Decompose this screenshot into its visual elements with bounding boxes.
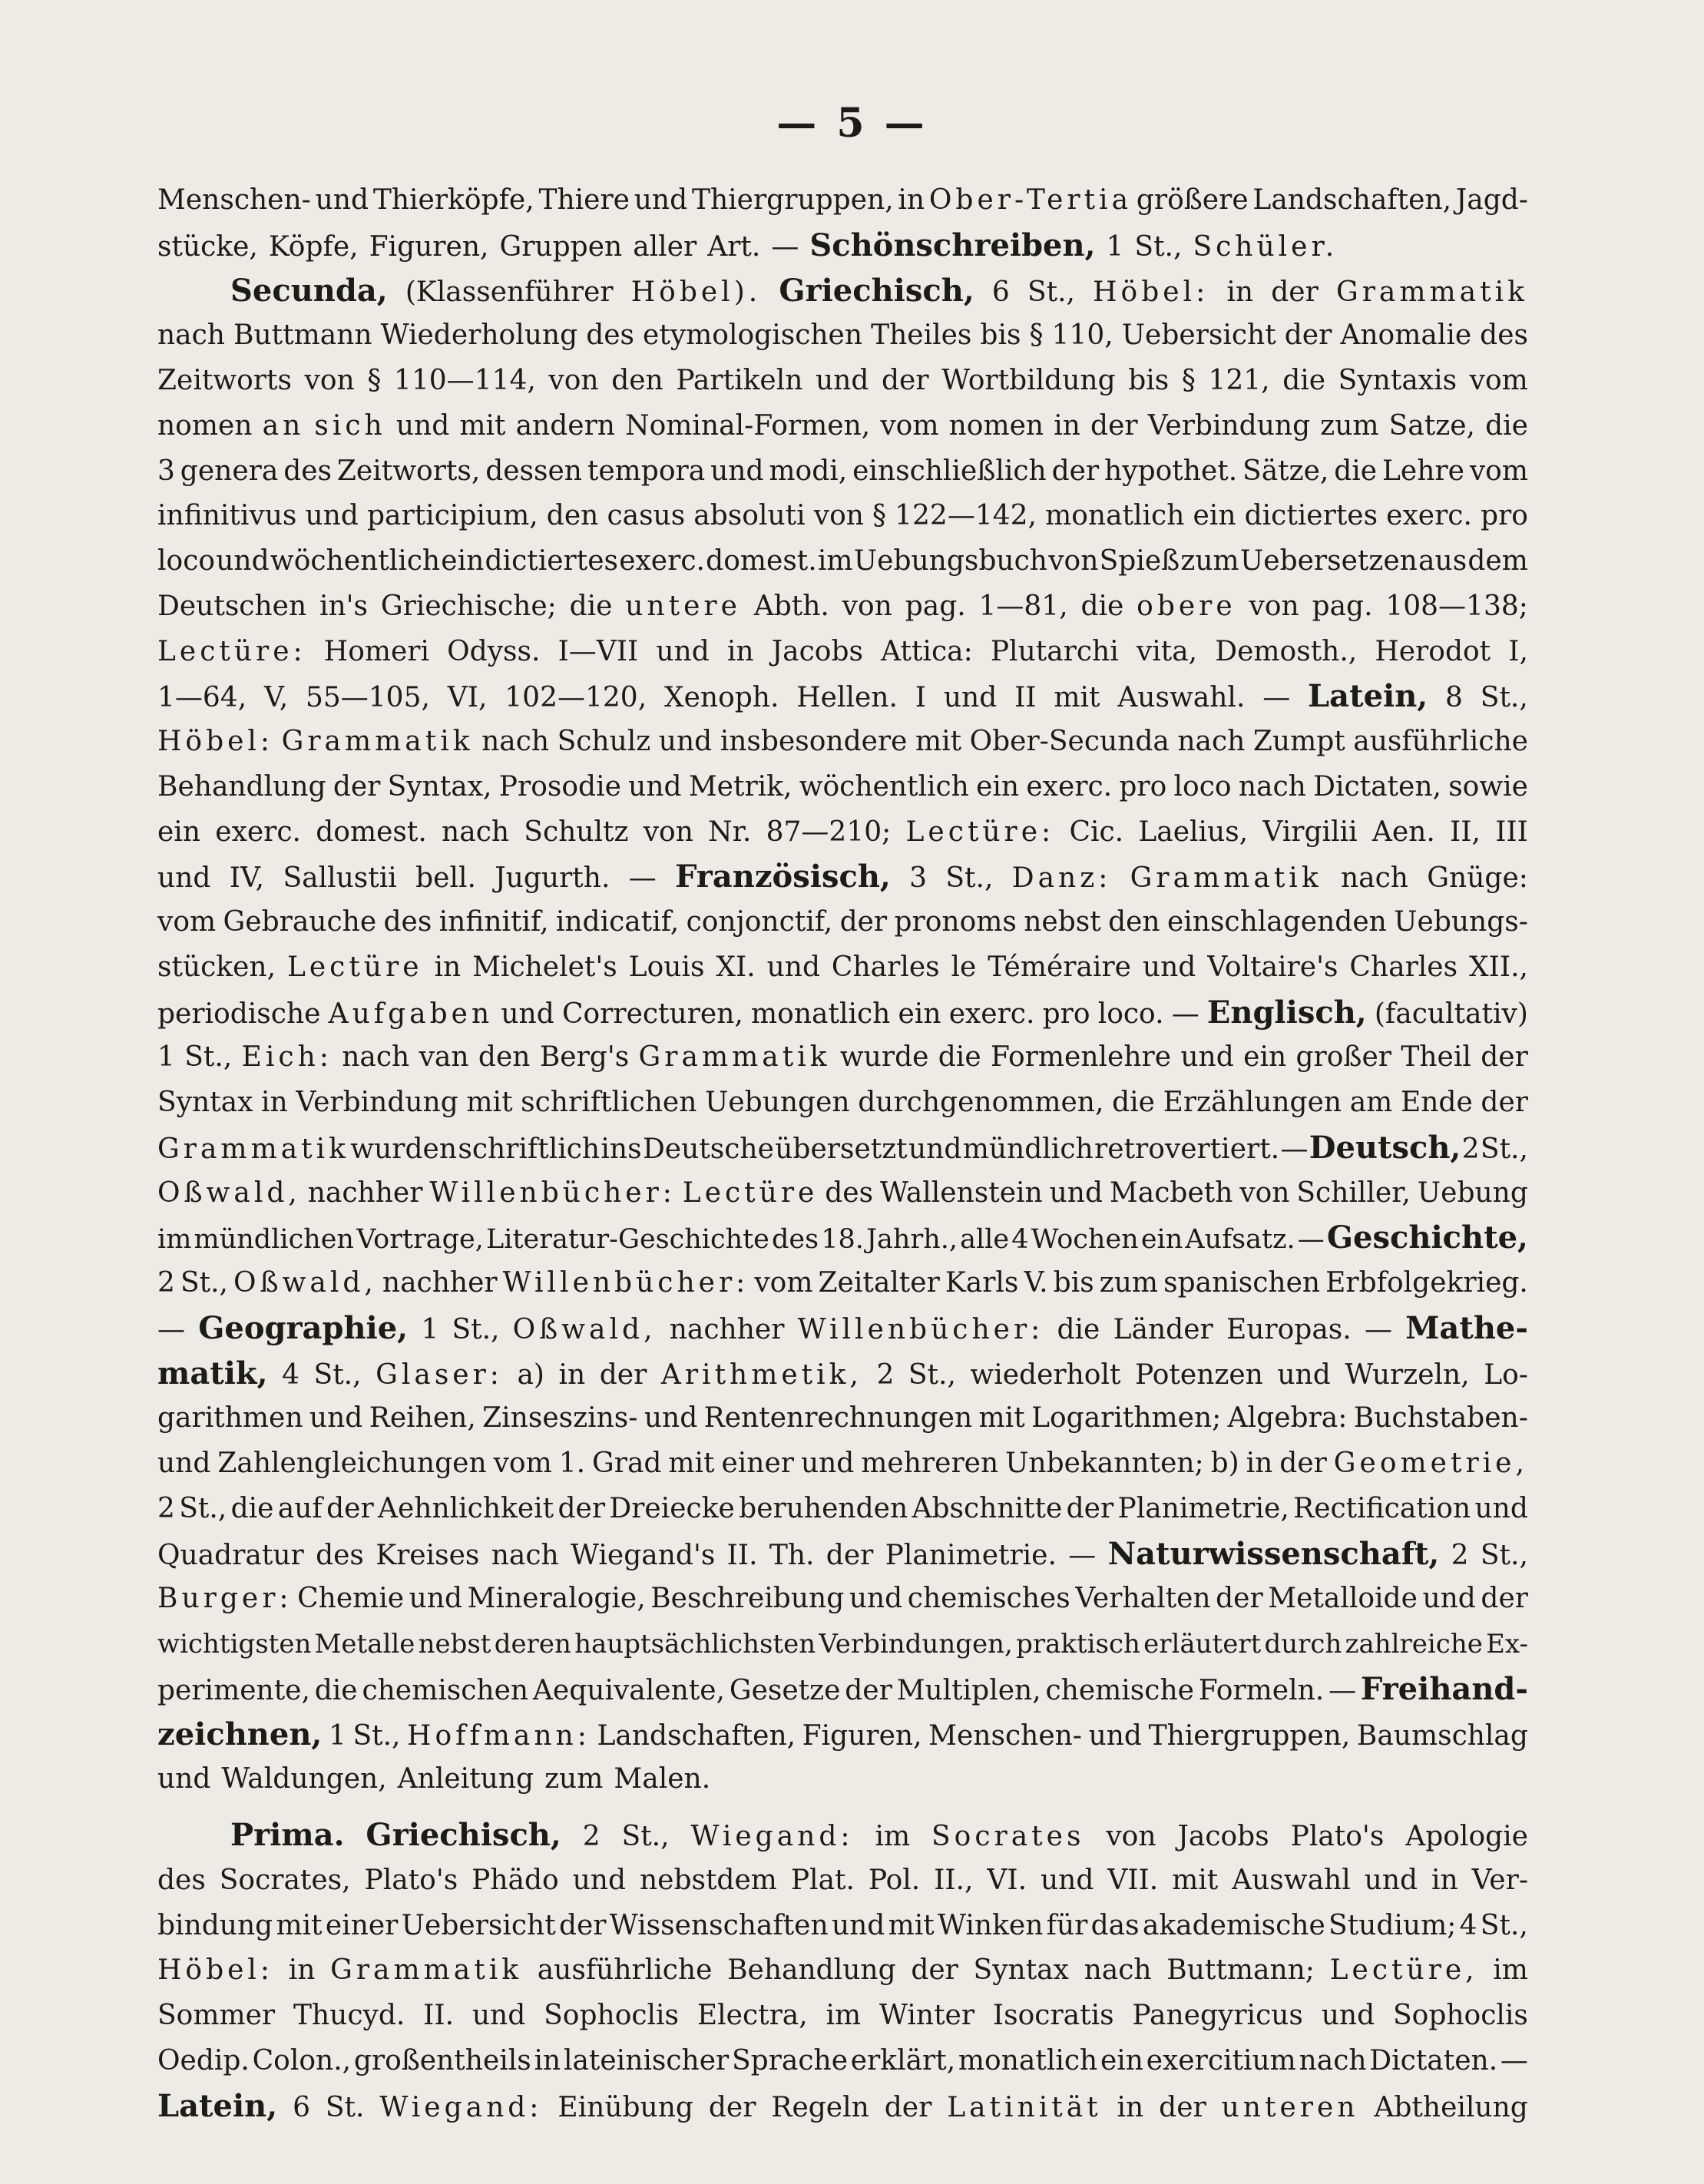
text-line: — Geographie, 1 St., Oßwald, nachher Willenbücher: die Länder Europas. — Mathe-	[157, 1309, 1528, 1346]
text-line: Oßwald, nachher Willenbücher: Lectüre des Wallenstein und Macbeth von Schiller, Uebung	[157, 1176, 1528, 1209]
text-line: matik, 4 St., Glaser: a) in der Arithmetik, 2 St., wiederholt Potenzen und Wurzeln, Lo-	[157, 1355, 1528, 1391]
text-line: Grammatik wurden schriftlich ins Deutsche übersetzt und mündlich retrovertiert. — Deutsch, 2 St.,	[157, 1129, 1528, 1166]
text-line: ein exerc. domest. nach Schultz von Nr. 87—210; Lectüre: Cic. Laelius, Virgilii Aen. II, III	[157, 816, 1528, 848]
text-line: stücken, Lectüre in Michelet's Louis XI. und Charles le Téméraire und Voltaire's Charles XII.,	[157, 951, 1528, 983]
text-line: Quadratur des Kreises nach Wiegand's II. Th. der Planimetrie. — Naturwissenschaft, 2 St.,	[157, 1535, 1528, 1572]
text-line: loco und wöchentlich ein dictiertes exerc. domest. im Uebungsbuch von Spieß zum Uebersetzen aus dem	[157, 545, 1528, 577]
text-line: nomen an sich und mit andern Nominal-Formen, vom nomen in der Verbindung zum Satze, die	[157, 409, 1528, 442]
text-line: und Zahlengleichungen vom 1. Grad mit einer und mehreren Unbekannten; b) in der Geometrie,	[157, 1448, 1528, 1479]
text-line: stücke, Köpfe, Figuren, Gruppen aller Art. — Schönschreiben, 1 St., Schüler.	[157, 227, 1338, 263]
text-line: Latein, 6 St. Wiegand: Einübung der Regeln der Latinität in der unteren Abtheilung	[157, 2087, 1528, 2124]
text-line: Behandlung der Syntax, Prosodie und Metrik, wöchentlich ein exerc. pro loco nach Dictaten, sowie	[157, 770, 1528, 802]
text-line: Sommer Thucyd. II. und Sophoclis Electra, im Winter Isocratis Panegyricus und Sophoclis	[157, 2000, 1528, 2031]
text-line: und IV, Sallustii bell. Jugurth. — Französisch, 3 St., Danz: Grammatik nach Gnüge:	[157, 859, 1528, 895]
text-line: nach Buttmann Wiederholung des etymologischen Theiles bis § 110, Uebersicht der Anomalie des	[157, 319, 1528, 352]
text-line: 3 genera des Zeitworts, dessen tempora und modi, einschließlich der hypothet. Sätze, die Lehre vom	[157, 455, 1528, 487]
text-line: und Waldungen, Anleitung zum Malen.	[157, 1763, 711, 1795]
text-line: garithmen und Reihen, Zinseszins- und Rentenrechnungen mit Logarithmen; Algebra: Buchstaben-	[157, 1402, 1528, 1434]
text-line: Menschen- und Thierköpfe, Thiere und Thiergruppen, in Ober-Tertia größere Landschaften, Jagd-	[157, 184, 1528, 216]
text-line: 2 St., die auf der Aehnlichkeit der Dreiecke beruhenden Abschnitte der Planimetrie, Rectification und	[157, 1492, 1528, 1524]
text-line: wichtigsten Metalle nebst deren hauptsächlichsten Verbindungen, praktisch erläutert durch zahlreiche Ex-	[157, 1629, 1528, 1660]
text-line: Höbel: in Grammatik ausführliche Behandlung der Syntax nach Buttmann; Lectüre, im	[157, 1954, 1528, 1987]
text-line: des Socrates, Plato's Phädo und nebstdem Plat. Pol. II., VI. und VII. mit Auswahl und in Ver-	[157, 1864, 1528, 1896]
text-line: Prima. Griechisch, 2 St., Wiegand: im Socrates von Jacobs Plato's Apologie	[230, 1817, 1528, 1853]
text-line: Oedip. Colon., großentheils in lateinischer Sprache erklärt, monatlich ein exercitium nach Dictaten. —	[157, 2044, 1528, 2076]
text-line: bindung mit einer Uebersicht der Wissenschaften und mit Winken für das akademische Studium; 4 St.,	[157, 1909, 1528, 1941]
text-line: vom Gebrauche des infinitif, indicatif, conjonctif, der pronoms nebst den einschlagenden Uebungs-	[157, 906, 1528, 938]
text-line: Burger: Chemie und Mineralogie, Beschreibung und chemisches Verhalten der Metalloide und der	[157, 1583, 1528, 1615]
text-line: periodische Aufgaben und Correcturen, monatlich ein exerc. pro loco. — Englisch, (facultativ)	[157, 994, 1528, 1031]
text-line: Secunda, (Klassenführer Höbel). Griechisch, 6 St., Höbel: in der Grammatik	[230, 272, 1528, 309]
text-line: 2 St., Oßwald, nachher Willenbücher: vom Zeitalter Karls V. bis zum spanischen Erbfolgekrieg.	[157, 1267, 1528, 1299]
text-line: 1—64, V, 55—105, VI, 102—120, Xenoph. Hellen. I und II mit Auswahl. — Latein, 8 St.,	[157, 678, 1528, 715]
text-line: Lectüre: Homeri Odyss. I—VII und in Jacobs Attica: Plutarchi vita, Demosth., Herodot I,	[157, 635, 1528, 667]
text-line: Höbel: Grammatik nach Schulz und insbesondere mit Ober-Secunda nach Zumpt ausführliche	[157, 726, 1528, 757]
text-line: 1 St., Eich: nach van den Berg's Grammatik wurde die Formenlehre und ein großer Theil der	[157, 1041, 1528, 1074]
text-line: infinitivus und participium, den casus absoluti von § 122—142, monatlich ein dictiertes exerc. pro	[157, 500, 1528, 532]
text-line: zeichnen, 1 St., Hoffmann: Landschaften, Figuren, Menschen- und Thiergruppen, Baumschlag	[157, 1716, 1528, 1752]
text-line: Deutschen in's Griechische; die untere Abth. von pag. 1—81, die obere von pag. 108—138;	[157, 590, 1528, 622]
text-line: Zeitworts von § 110—114, von den Partikeln und der Wortbildung bis § 121, die Syntaxis vom	[157, 365, 1528, 396]
text-line: Syntax in Verbindung mit schriftlichen Uebungen durchgenommen, die Erzählungen am Ende der	[157, 1087, 1528, 1118]
page-number: — 5 —	[776, 100, 928, 147]
text-line: perimente, die chemischen Aequivalente, Gesetze der Multiplen, chemische Formeln. — Freihand-	[157, 1670, 1528, 1707]
body-text	[157, 178, 1528, 2129]
text-line: im mündlichen Vortrage, Literatur-Geschichte des 18. Jahrh., alle 4 Wochen ein Aufsatz. — Geschichte,	[157, 1219, 1528, 1256]
